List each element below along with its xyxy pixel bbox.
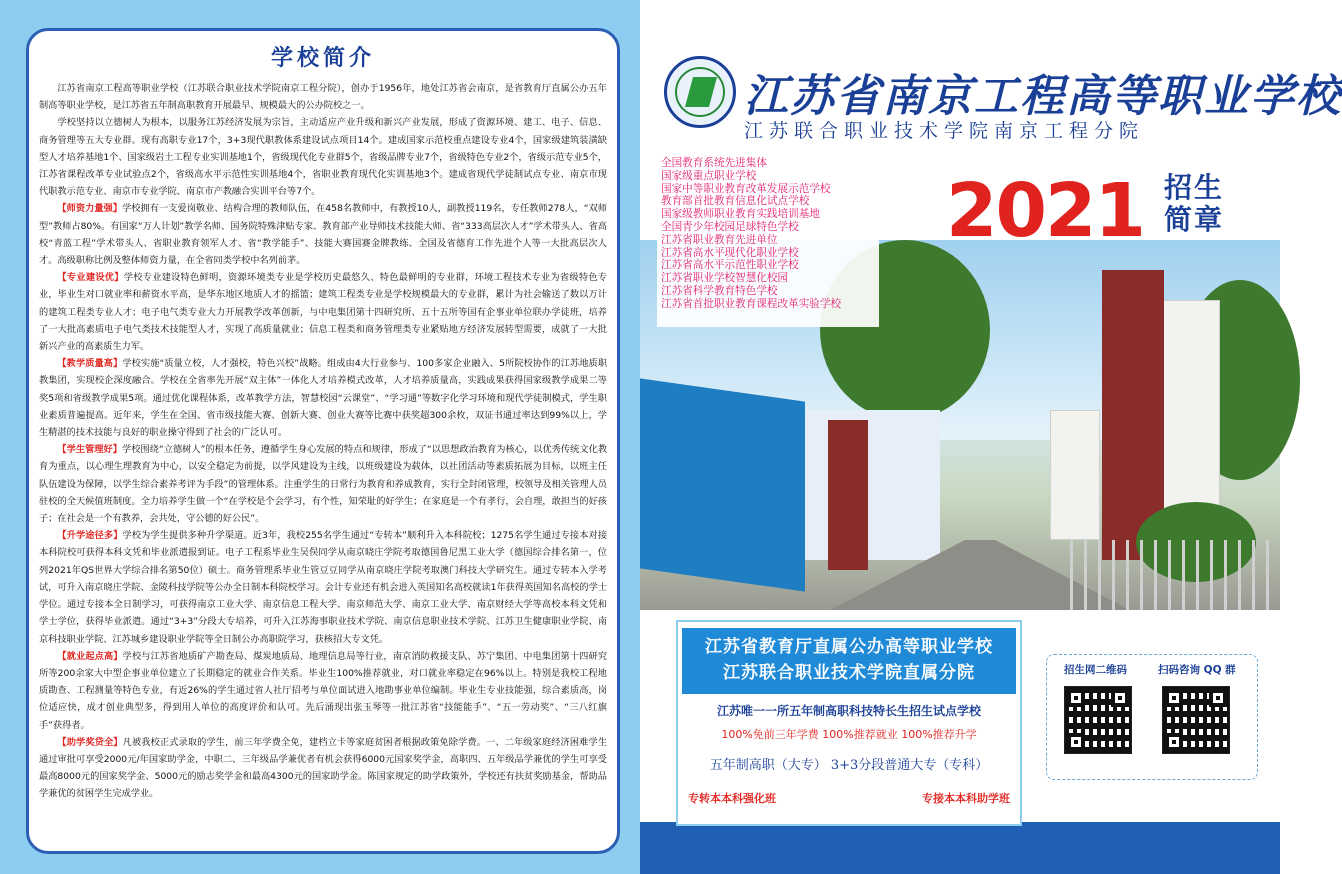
honor-item: 江苏省首批职业教育课程改革实验学校: [661, 297, 842, 310]
school-subname: 江苏联合职业技术学院南京工程分院: [744, 120, 1145, 142]
honor-item: 国家级教师职业教育实践培训基地: [661, 208, 820, 221]
school-name: 江苏省南京工程高等职业学校: [744, 71, 1342, 122]
section-body: 学校实施“质量立校，人才强校，特色兴校”战略。组成由4大行业参与、100多家企业融入、5所院校协作的江苏地质职教集团，实现校企深度融合。学校在全省率先开展“双主体”一体化人才培养模式改革，人才培养质量高，实践成果获得国家级教学成果二等奖5项和省级教学成果5项。通过优化课程体系，改革教学方法，智慧校园“云课堂”、“学习通”等数字化学习环境和现代学徒制模式，学生职业素质普遍提高。近年来，学生在全国、省市级技能大赛、创新大赛、创业大赛等比赛中获奖超300余枚，双证书通过率达到99%以上，学生精湛的技术技能与良好的职业操守得到了社会的广泛认可。: [39, 358, 608, 439]
qr-label-qq: 扫码咨询 QQ 群: [1158, 664, 1236, 676]
honor-item: 国家中等职业教育改革发展示范学校: [661, 182, 831, 195]
honor-item: 江苏省科学教育特色学校: [661, 284, 778, 297]
quality-paragraph: [39, 355, 607, 441]
honor-item: 江苏省职业教育先进单位: [661, 233, 778, 246]
year-title: 2021: [946, 168, 1144, 254]
banner-line: 江苏联合职业技术学院直属分院: [723, 663, 975, 683]
class-tag-right: 专接本本科助学班: [922, 792, 1010, 805]
admission-label: 招生: [1164, 171, 1225, 204]
section-head: 【助学奖贷全】: [57, 736, 123, 748]
intro-text: [39, 80, 607, 803]
section-body: 学校与江苏省地质矿产勘查局、煤炭地质局、地理信息局等行业，南京消防救援支队、苏宁集团、中电集团第十四研究所等200余家大中型企事业单位建立了长期稳定的就业合作关系。毕业生100%推荐就业，对口就业率稳定在96%以上。特别是我校工程地质勘查、工程测量等特色专业，有近26%的学生通过省人社厅招考与单位面试进入地勘事业单位编制。毕业生专业技能强，综合素质高，岗位适应快，成才创业典型多，得到用人单位的高度评价和认可。先后涌现出张玉琴等一批江苏省“技能能手”、“五一劳动奖”、“三八红旗手”获得者。: [39, 650, 608, 731]
brochure-label: 简章: [1164, 203, 1225, 236]
programs-text: 五年制高职（大专） 3+3分段普通大专（专科）: [709, 758, 989, 773]
admission-qr-code[interactable]: [1064, 686, 1132, 754]
honor-item: 教育部首批教育信息化试点学校: [661, 195, 810, 208]
honor-item: 江苏省职业学校智慧化校园: [661, 272, 789, 285]
section-head: 【升学途径多】: [57, 530, 123, 542]
employment-paragraph: [39, 648, 607, 734]
honor-item: 江苏省高水平现代化职业学校: [661, 246, 799, 259]
status-banner: [682, 628, 1016, 694]
aid-paragraph: [39, 734, 607, 803]
teachers-paragraph: [39, 200, 607, 269]
intro-paragraph: [39, 114, 607, 200]
honor-item: 国家级重点职业学校: [661, 169, 757, 182]
promises-text: 100%免前三年学费 100%推荐就业 100%推荐升学: [721, 728, 977, 741]
section-body: 凡被我校正式录取的学生，前三年学费全免，建档立卡等家庭贫困者根据政策免除学费。一、二年级家庭经济困难学生通过审批可享受2000元/年国家助学金，中职二、三年级品学兼优者有机会获得6000元国家奖学金，高职四、五年级品学兼优的学生可享受最高8000元的国家奖学金、5000元的励志奖学金和最高4300元的国家助学金。陈国家规定的助学政策外，学校还有扶贫奖励基金，帮助品学兼优的贫困学生完成学业。: [39, 736, 608, 800]
honor-item: 全国教育系统先进集体: [661, 157, 767, 169]
section-head: 【就业起点高】: [57, 650, 123, 662]
banner-line: 江苏省教育厅直属公办高等职业学校: [705, 637, 993, 657]
section-body: 江苏省南京工程高等职业学校（江苏联合职业技术学院南京工程分院），创办于1956年，地处江苏省会南京，是省教育厅直属公办五年制高等职业学校，是江苏省五年制高职教育开展最早、规模最大的公办院校之一。: [39, 83, 607, 112]
majors-paragraph: [39, 269, 607, 355]
admission-brochure-title: [1164, 172, 1224, 236]
honors-list: [657, 155, 879, 327]
school-logo: [664, 56, 736, 128]
admission-info-box: [676, 620, 1022, 826]
bottom-blue-bar: [640, 822, 1280, 874]
class-tag-left: 专转本本科强化班: [688, 792, 776, 805]
honor-item: 江苏省高水平示范性职业学校: [661, 259, 799, 272]
intro-title: 学校简介: [270, 45, 375, 71]
section-head: 【学生管理好】: [57, 444, 122, 456]
further-study-paragraph: [39, 527, 607, 647]
honor-item: 全国青少年校园足球特色学校: [661, 220, 799, 233]
intro-paragraph: [39, 80, 607, 114]
section-head: 【师资力量强】: [57, 203, 123, 215]
section-body: 学校专业建设特色鲜明，资源环境类专业是学校历史最悠久、特色最鲜明的专业群，环境工程技术专业为省级特色专业，毕业生对口就业率和薪资水平高，是华东地区地质人才的摇篮；建筑工程类专业是学校规模最大的专业群，累计为社会输送了数以万计的建筑工程类专业人才；电子电气类专业大力开展教学改革创新，与中电集团第十四研究所、五十五所等国有企事业单位联办学徒班，培养了一大批高素质电子电气类技术技能型人才，实现了高质量就业；信息工程类和商务管理类专业紧贴地方经济发展转型需要，成就了一大批新兴产业的高素质生力军。: [39, 272, 608, 353]
qq-group-qr-code[interactable]: [1162, 686, 1230, 754]
section-body: 学校围绕“立德树人”的根本任务，遵循学生身心发展的特点和规律，形成了“以思想政治教育为核心，以优秀传统文化教育为重点，以心理生理教育为中心，以安全稳定为前提，以学风建设为主线，以班级建设为载体，以社团活动等素质拓展为目标，以班主任队伍建设为保障，以学生综合素养考评为手段”的管理体系。注重学生的日常行为教育和养成教育，实行全封闭管理，校领导及相关管理人员驻校的全天候值班制度。全力培养学生做一个“在学校是个会学习，有个性，知荣耻的好学生；在家庭是一个有孝行，会自理，敢担当的好孩子；在社会是一个有教养，会共处，守公德的好公民”。: [39, 444, 608, 525]
section-body: 学校为学生提供多种升学渠道。近3年，我校255名学生通过“专转本”顺利升入本科院校；1275名学生通过专接本对接本科院校可获得本科文凭和毕业派遣报到证。电子工程系毕业生吴俣同学从南京晓庄学院考取德国鲁尼黑工业大学（德国综合排名第一，位列2021年QS世界大学综合排名第50位）硕士。商务管理系毕业生管豆豆同学从南京晓庄学院考取澳门科技大学研究生。通过专转本入学考试，可升入南京晓庄学院、金陵科技学院等公办全日制本科院校学习。会计专业还有机会进入英国知名高校就读1年获得英国知名高校的学士学位。通过专接本全日制学习，可获得南京工业大学、南京信息工程大学、南京师范大学、南京工业大学、南京财经大学等高校本科文凭和学士学位，获得毕业派遣。通过“3+3”分段大专培养，可升入江苏海事职业技术学院、南京信息职业技术学院、江苏卫生健康职业学院、南京科技职业学院、江苏城乡建设职业学院等全日制公办高职院学习，获核招大专文凭。: [39, 530, 608, 645]
school-intro-card: [26, 28, 620, 854]
section-body: 学校坚持以立德树人为根本，以服务江苏经济发展为宗旨，主动适应产业升级和新兴产业发展，形成了资源环境、建工、电子、信息、商务管理等五大专业群。现有高职专业17个，3+3现代职教体系建设试点项目14个。建成国家示范校重点建设专业4个，国家级建筑装潢缺型人才培养基地1个、国家级岩土工程专业实训基地1个，省级现代化专业群5个，省级品牌专业7个，省级特色专业2个，省级示范专业5个，江苏省课程改革专业试验点2个，省级高水平示范性实训基地4个，省职业教育现代化实训基地3个。建成省现代学徒制试点专业、南京市现代职教示范专业、南京市专业学院、南京市产教融合实训平台等7个。: [39, 117, 607, 198]
management-paragraph: [39, 441, 607, 527]
pilot-school-text: 江苏唯一一所五年制高职科技特长生招生试点学校: [716, 704, 981, 718]
qr-label-admission: 招生网二维码: [1064, 664, 1127, 676]
section-head: 【教学质量高】: [57, 358, 123, 370]
section-body: 学校拥有一支爱岗敬业、结构合理的教师队伍，在458名教师中，有教授10人，副教授119名，专任教师278人，“双师型”教师占80%。有国家“万人计划”教学名师、国务院特殊津贴专家、教育部产业导师技术技能大师、省“333高层次人才”学术带头人、省高校“青蓝工程”学术带头人、省职业教育领军人才、省“教学能手”、技能大赛国赛金牌教练、全国及省德育工作先进个人等一大批高层次人才。高级职称比例及整体师资力量，在全省同类学校中名列前茅。: [39, 203, 608, 267]
section-head: 【专业建设优】: [57, 272, 124, 284]
